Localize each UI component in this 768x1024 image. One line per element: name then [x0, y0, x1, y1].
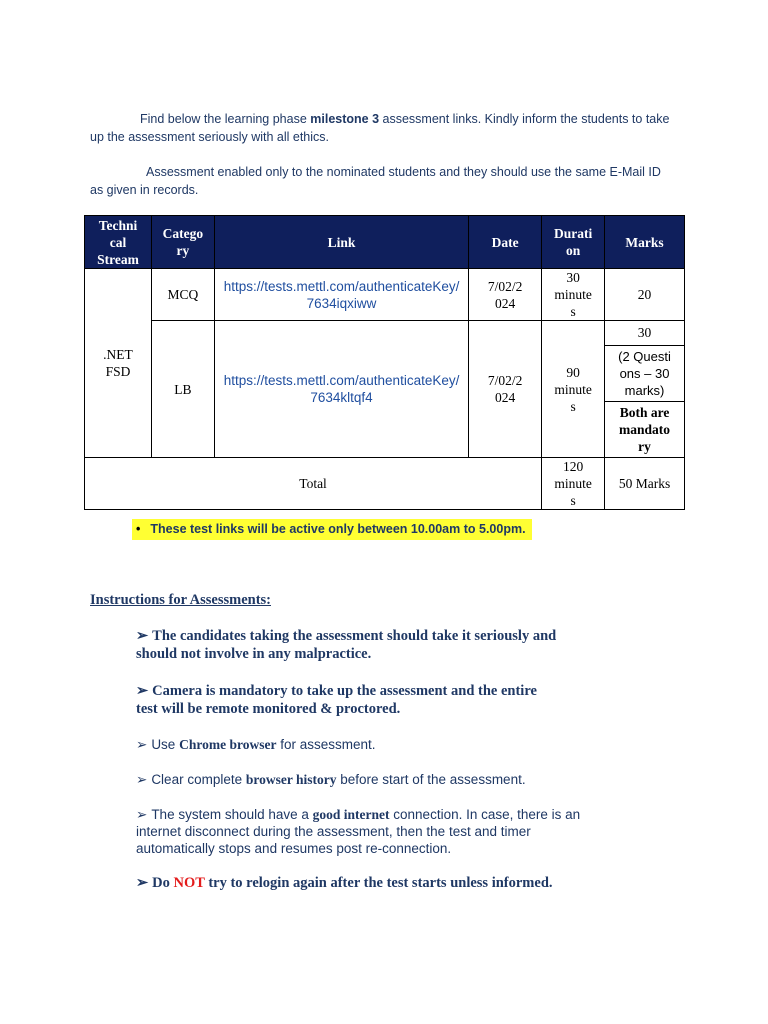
- instruction-item: ➢ Use Chrome browser for assessment.: [136, 737, 376, 752]
- arrow-bullet-icon: ➢: [136, 737, 148, 752]
- link-cell: [214, 269, 468, 321]
- bullet-icon: •: [136, 522, 141, 536]
- stream-cell: .NET FSD: [85, 269, 152, 458]
- category-cell: LB: [151, 321, 214, 458]
- header-date: Date: [469, 216, 542, 269]
- intro-paragraph-2: Assessment enabled only to the nominated students and they should use the same E-Mail ID as given in records.: [90, 165, 661, 197]
- header-category: Catego ry: [151, 216, 214, 269]
- assessment-link-lb[interactable]: https://tests.mettl.com/authenticateKey/ 7634kltqf4: [223, 373, 460, 405]
- arrow-bullet-icon: ➢: [136, 875, 149, 891]
- link-cell: [214, 321, 468, 458]
- table-header-row: [85, 216, 685, 269]
- marks-mandatory-note: Both are mandato ry: [605, 401, 684, 457]
- instruction-item: ➢ Do NOT try to relogin again after the test starts unless informed.: [136, 875, 553, 891]
- assessment-link-mcq[interactable]: https://tests.mettl.com/authenticateKey/ 7634iqxiww: [223, 278, 460, 311]
- marks-cell: 20: [605, 269, 685, 321]
- total-label: Total: [85, 458, 542, 510]
- marks-breakdown: (2 Questi ons – 30 marks): [605, 345, 684, 401]
- instructions-heading: Instructions for Assessments:: [90, 592, 271, 608]
- arrow-bullet-icon: ➢: [136, 772, 148, 787]
- instruction-item: ➢ The system should have a good internet connection. In case, there is an internet disconnect during the assessment, then the test and timer automatically stops and resumes post re-connection.: [136, 807, 581, 856]
- arrow-bullet-icon: ➢: [136, 807, 148, 822]
- instruction-item: ➢ Clear complete browser history before start of the assessment.: [136, 772, 526, 787]
- header-marks: Marks: [605, 216, 685, 269]
- table-row: [85, 321, 685, 458]
- marks-cell: [605, 321, 685, 458]
- arrow-bullet-icon: ➢: [136, 628, 149, 644]
- table-row: [85, 269, 685, 321]
- arrow-bullet-icon: ➢: [136, 683, 149, 699]
- marks-value: 30: [637, 325, 652, 340]
- milestone-text: milestone 3: [310, 112, 380, 126]
- intro-paragraph-1: Find below the learning phase milestone 3 assessment links. Kindly inform the students to take up the assessment seriously with all ethics.: [90, 112, 670, 144]
- header-duration: Durati on: [542, 216, 605, 269]
- total-marks: 50 Marks: [605, 458, 685, 510]
- instruction-item: ➢ Camera is mandatory to take up the assessment and the entire test will be remote monitored & proctored.: [136, 683, 537, 717]
- header-technical-stream: Techni cal Stream: [85, 216, 152, 269]
- assessment-table: [84, 215, 685, 510]
- total-duration: 120 minute s: [542, 458, 605, 510]
- duration-cell: 90 minute s: [542, 321, 605, 458]
- date-cell: 7/02/2 024: [469, 321, 542, 458]
- instruction-item: ➢ The candidates taking the assessment should take it seriously and should not involve in any malpractice.: [136, 628, 557, 662]
- active-time-notice: • These test links will be active only between 10.00am to 5.00pm.: [132, 519, 532, 540]
- date-cell: 7/02/2 024: [469, 269, 542, 321]
- total-row: [85, 458, 685, 510]
- header-link: Link: [214, 216, 468, 269]
- duration-cell: 30 minute s: [542, 269, 605, 321]
- category-cell: MCQ: [151, 269, 214, 321]
